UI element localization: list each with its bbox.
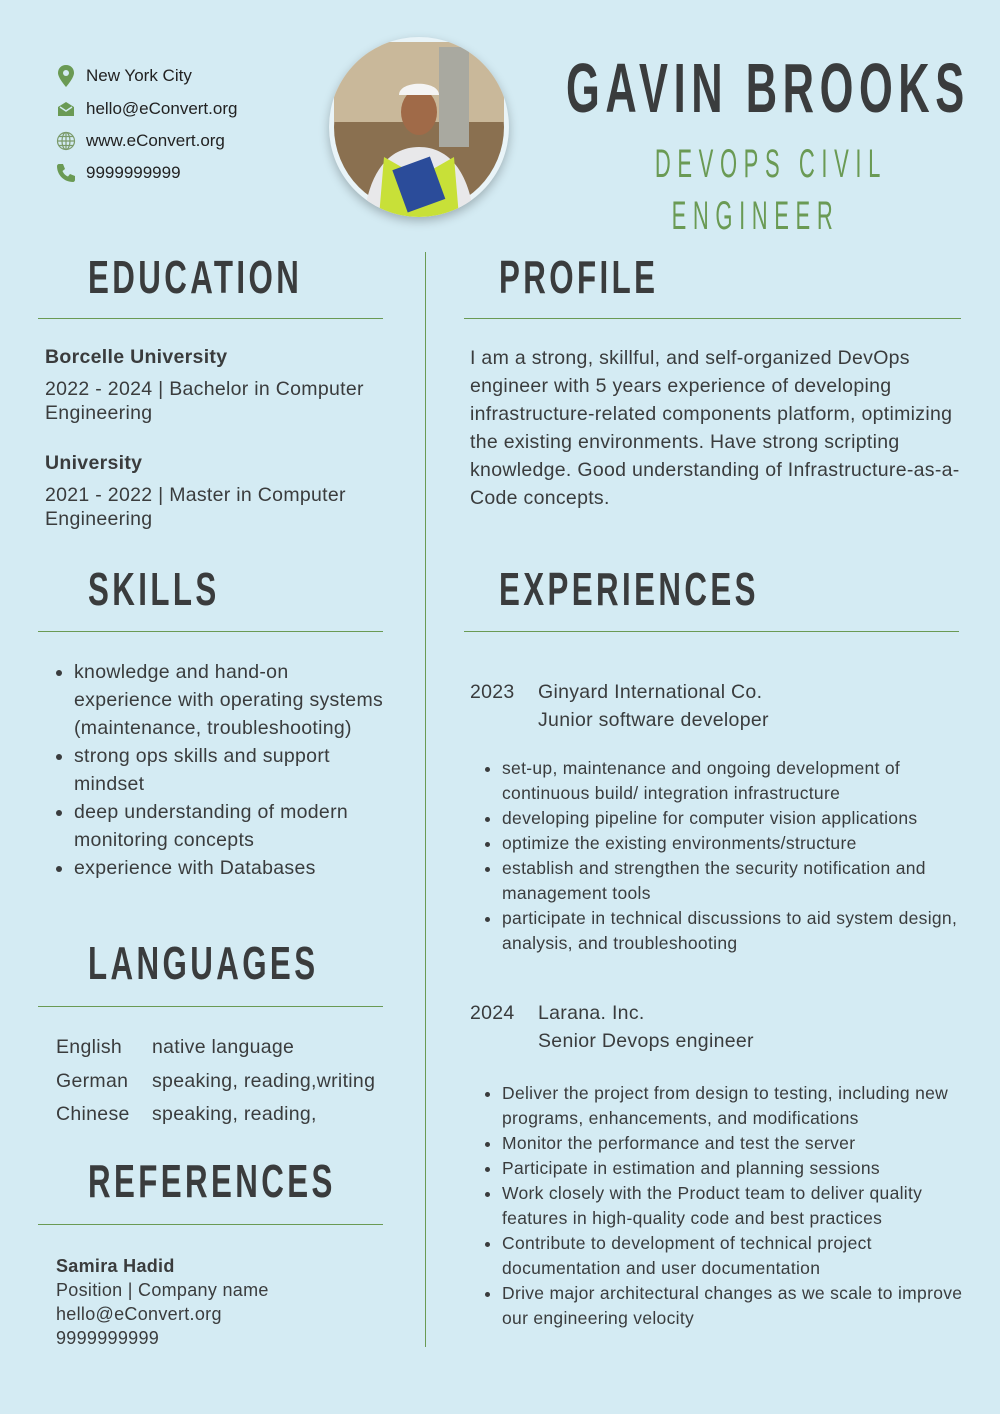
education-details: 2022 - 2024 | Bachelor in Computer Engineering [45, 378, 364, 424]
skill-item: • experience with Databases [74, 854, 384, 882]
experience-year: 2024 [470, 1002, 515, 1024]
reference-position: Position | Company name [56, 1280, 269, 1300]
reference-phone: 9999999999 [56, 1328, 160, 1348]
education-heading: EDUCATION [88, 251, 303, 303]
contact-phone [56, 163, 181, 183]
skill-item: • deep understanding of modern monitoring concepts [74, 798, 384, 854]
divider [464, 318, 961, 319]
experience-bullets [470, 1081, 970, 1331]
languages-heading: LANGUAGES [88, 937, 319, 989]
location-text: New York City [86, 66, 192, 85]
divider [38, 318, 383, 319]
bullet: • Work closely with the Product team to deliver quality features in high-quality code and best practices [502, 1181, 970, 1231]
contact-email [56, 99, 237, 119]
languages-table [56, 1031, 375, 1132]
bullet: • Participate in estimation and planning sessions [502, 1156, 970, 1181]
bullet: • set-up, maintenance and ongoing development of continuous build/ integration infrastructure [502, 756, 970, 806]
experiences-heading: EXPERIENCES [499, 563, 759, 615]
bullet: • Monitor the performance and test the server [502, 1131, 970, 1156]
contact-location [56, 66, 192, 86]
phone-text: 9999999999 [86, 163, 181, 182]
divider [464, 631, 959, 632]
experience-role: Senior Devops engineer [538, 1030, 754, 1052]
skills-heading: SKILLS [88, 563, 220, 615]
envelope-icon [56, 99, 76, 119]
education-school: Borcelle University [45, 346, 228, 368]
globe-icon [56, 131, 76, 151]
divider [38, 1006, 383, 1007]
experience-item [470, 999, 970, 1331]
profile-heading: PROFILE [499, 251, 659, 303]
reference-email[interactable]: hello@eConvert.org [56, 1304, 222, 1324]
references-heading: REFERENCES [88, 1155, 336, 1207]
language-row: Chinese speaking, reading, [56, 1103, 317, 1125]
bullet: • Deliver the project from design to testing, including new programs, enhancements, and modifications [502, 1081, 970, 1131]
email-text[interactable]: hello@eConvert.org [86, 99, 238, 118]
column-divider [425, 252, 426, 1347]
experience-company: Larana. Inc. [538, 1002, 645, 1024]
name-heading: GAVIN BROOKS [566, 49, 970, 127]
divider [38, 1224, 383, 1225]
reference [56, 1254, 269, 1350]
experience-role: Junior software developer [538, 709, 769, 731]
location-pin-icon [56, 66, 76, 86]
education-list [45, 345, 395, 531]
skill-item: • knowledge and hand-on experience with operating systems (maintenance, troubleshooting) [74, 658, 384, 742]
bullet: • optimize the existing environments/structure [502, 831, 970, 856]
education-details: 2021 - 2022 | Master in Computer Engineering [45, 484, 346, 530]
language-row: German speaking, reading,writing [56, 1069, 376, 1092]
skills-list [46, 658, 384, 882]
bullet: • developing pipeline for computer vision applications [502, 806, 970, 831]
bullet: • participate in technical discussions to aid system design, analysis, and troubleshooting [502, 906, 970, 956]
reference-name: Samira Hadid [56, 1256, 175, 1276]
profile-photo [329, 37, 509, 217]
experience-company: Ginyard International Co. [538, 681, 763, 703]
phone-icon [56, 163, 76, 183]
website-text[interactable]: www.eConvert.org [86, 131, 225, 150]
profile-text: I am a strong, skillful, and self-organized DevOps engineer with 5 years experience of developing infrastructure-related components platform, optimizing the existing environments. Have strong scripting knowledge. Good understanding of Infrastructure-as-a-Code concepts. [470, 347, 960, 509]
language-row: English native language [56, 1036, 295, 1058]
education-school: University [45, 452, 143, 474]
experience-year: 2023 [470, 681, 515, 703]
job-title: DEVOPS CIVIL ENGINEER [654, 142, 887, 238]
bullet: • Drive major architectural changes as we scale to improve our engineering velocity [502, 1281, 970, 1331]
divider [38, 631, 383, 632]
experience-item [470, 678, 970, 956]
skill-item: • strong ops skills and support mindset [74, 742, 384, 798]
contact-website [56, 131, 225, 151]
bullet: • establish and strengthen the security notification and management tools [502, 856, 970, 906]
bullet: • Contribute to development of technical project documentation and user documentation [502, 1231, 970, 1281]
experience-bullets [470, 756, 970, 956]
